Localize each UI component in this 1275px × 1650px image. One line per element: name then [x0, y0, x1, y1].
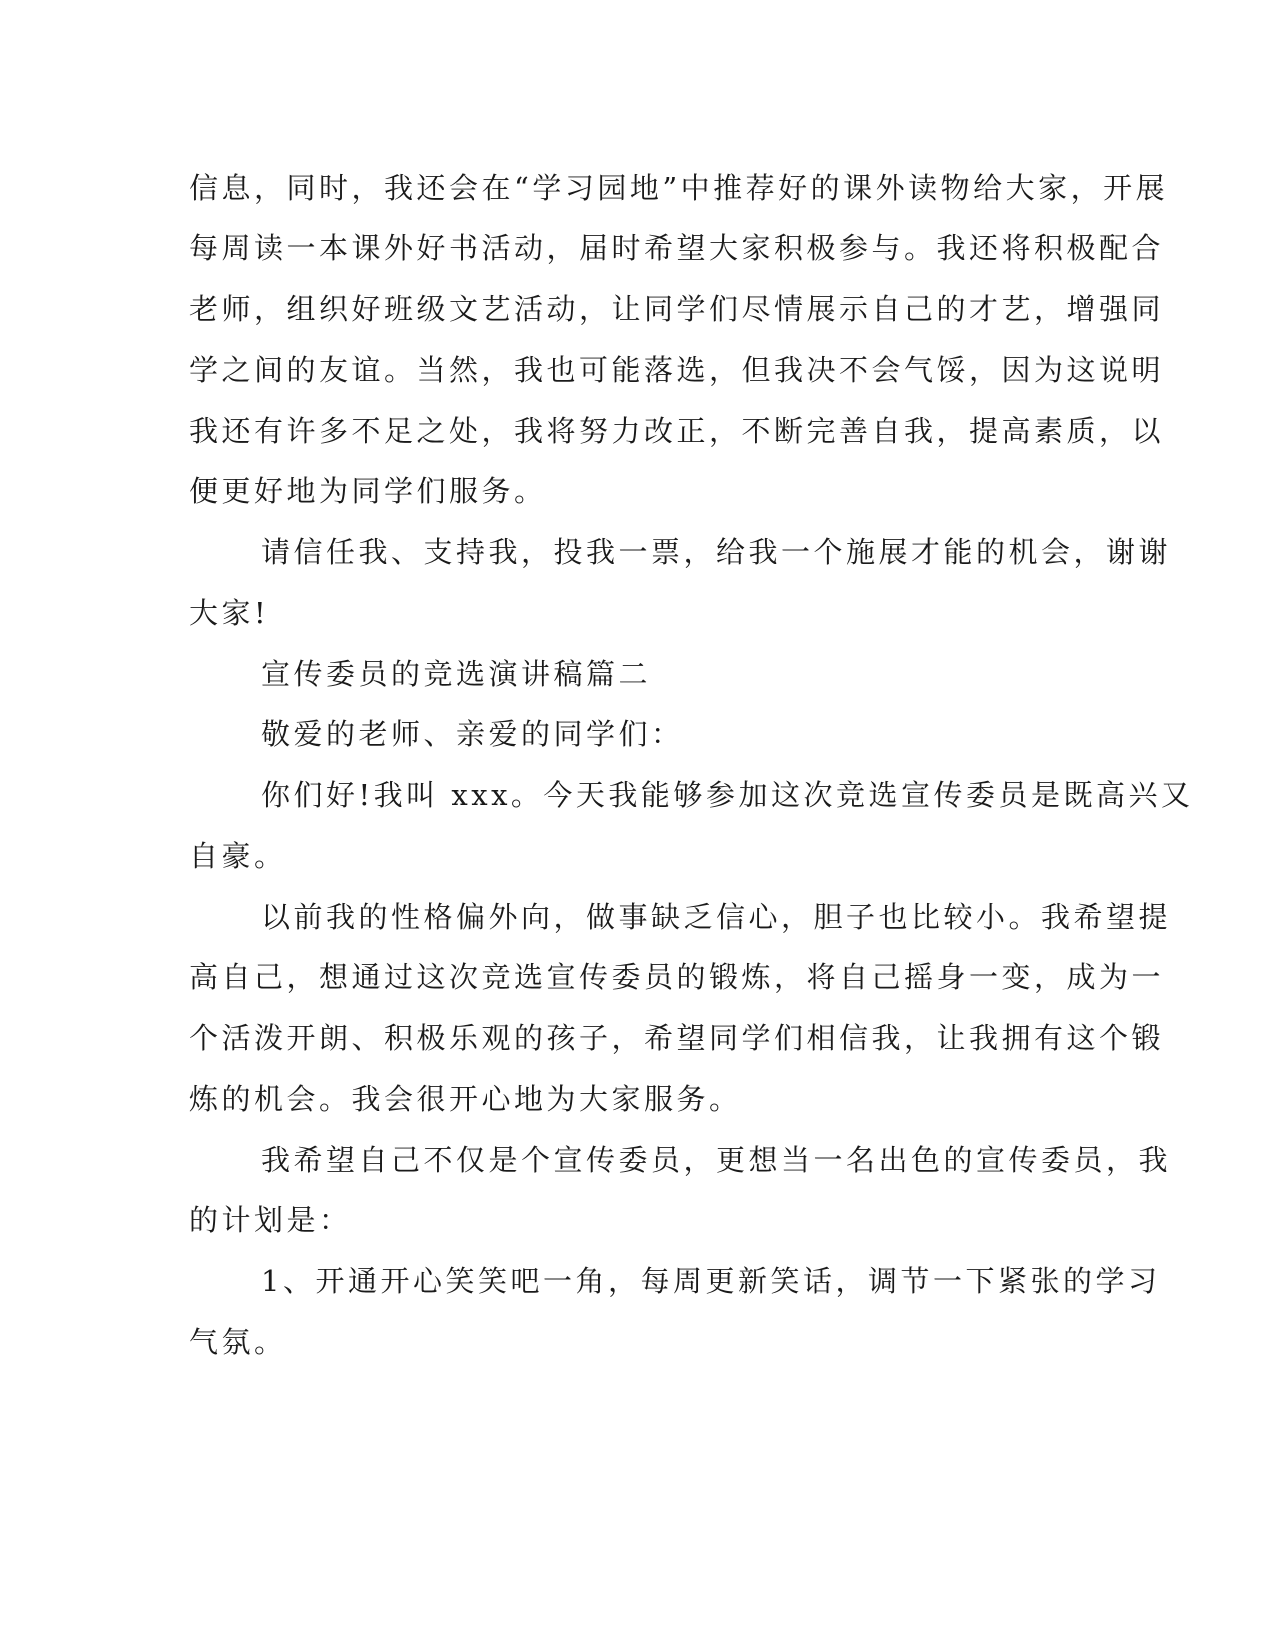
- text-line: 高自己，想通过这次竞选宣传委员的锻炼，将自己摇身一变，成为一: [189, 960, 1165, 994]
- text-line: 气氛。: [189, 1325, 287, 1359]
- text-line: 个活泼开朗、积极乐观的孩子，希望同学们相信我，让我拥有这个锻: [189, 1021, 1165, 1055]
- section-heading: 宣传委员的竞选演讲稿篇二: [261, 657, 652, 691]
- text-line: 你们好!我叫 xxx。今天我能够参加这次竞选宣传委员是既高兴又: [261, 778, 1194, 812]
- text-line: 我还有许多不足之处，我将努力改正，不断完善自我，提高素质，以: [189, 414, 1165, 448]
- text-line: 每周读一本课外好书活动，届时希望大家积极参与。我还将积极配合: [189, 231, 1165, 265]
- text-line: 老师，组织好班级文艺活动，让同学们尽情展示自己的才艺，增强同: [189, 292, 1165, 326]
- text-line: 请信任我、支持我，投我一票，给我一个施展才能的机会，谢谢: [261, 535, 1172, 569]
- text-line: 学之间的友谊。当然，我也可能落选，但我决不会气馁，因为这说明: [189, 353, 1165, 387]
- text-line: 炼的机会。我会很开心地为大家服务。: [189, 1082, 742, 1116]
- text-line: 的计划是：: [189, 1203, 352, 1237]
- salutation: 敬爱的老师、亲爱的同学们：: [261, 717, 684, 751]
- text-line: 信息，同时，我还会在“学习园地”中推荐好的课外读物给大家，开展: [189, 171, 1169, 205]
- text-line: 便更好地为同学们服务。: [189, 474, 547, 508]
- text-line: 我希望自己不仅是个宣传委员，更想当一名出色的宣传委员，我: [261, 1143, 1172, 1177]
- text-line: 大家!: [189, 596, 270, 630]
- text-line: 以前我的性格偏外向，做事缺乏信心，胆子也比较小。我希望提: [261, 900, 1172, 934]
- text-line: 自豪。: [189, 839, 287, 873]
- list-item: 1、开通开心笑笑吧一角，每周更新笑话，调节一下紧张的学习: [261, 1264, 1161, 1298]
